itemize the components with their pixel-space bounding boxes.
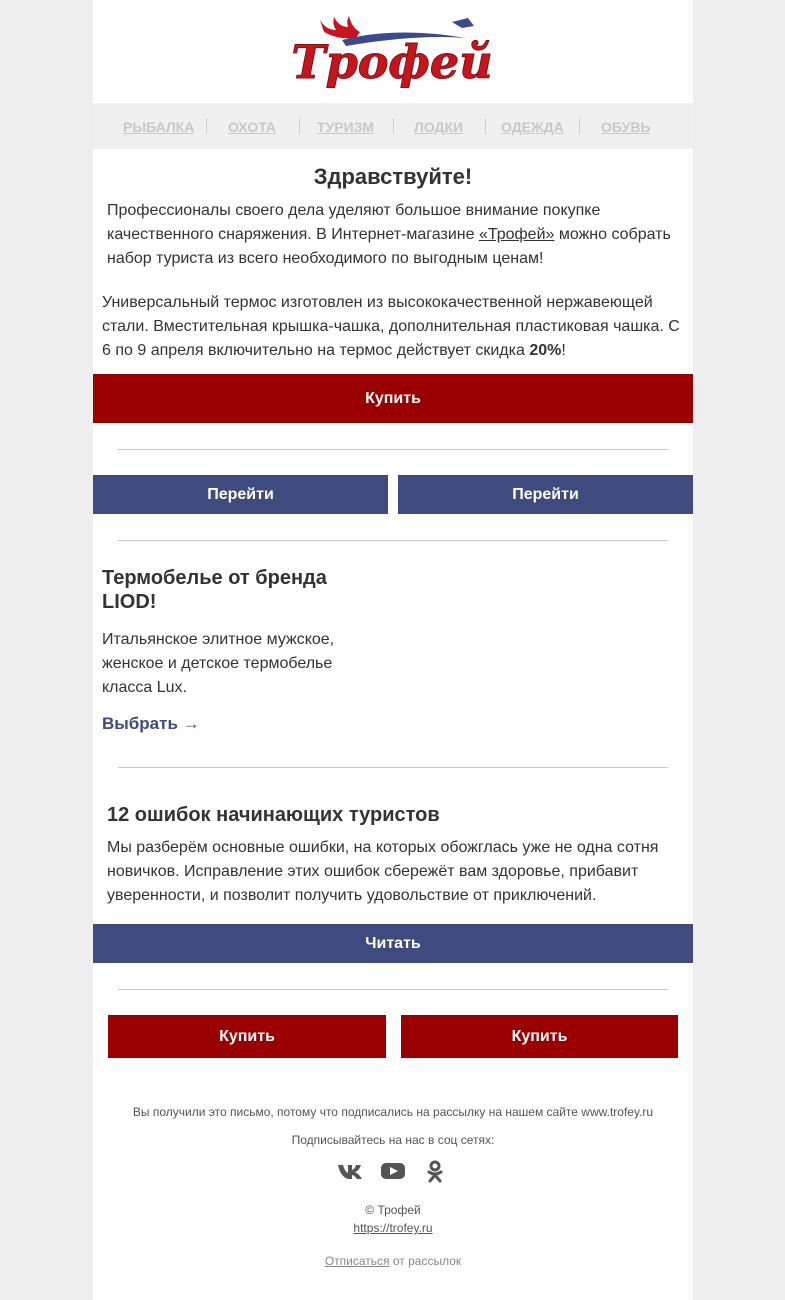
intro-text bbox=[107, 199, 682, 271]
divider bbox=[118, 767, 668, 768]
top-nav bbox=[93, 103, 693, 149]
article-text: Мы разберём основные ошибки, на которых обожглась уже не одна сотня новичков. Исправление этих ошибок сбережёт вам здоровье, прибавит уверенности, и позволит получить удовольствие от приключений. bbox=[107, 839, 659, 904]
go-button-left[interactable]: Перейти bbox=[93, 475, 388, 514]
liod-choose-link[interactable]: Выбрать → bbox=[102, 714, 200, 733]
nav-item-hunting[interactable]: ОХОТА bbox=[228, 119, 277, 135]
social-prompt: Подписывайтесь на нас в соц сетях: bbox=[291, 1133, 495, 1147]
liod-text: Итальянское элитное мужское, женское и детское термобелье класса Lux. bbox=[102, 631, 335, 696]
nav-divider bbox=[579, 118, 580, 134]
buy-button-right[interactable]: Купить bbox=[401, 1015, 678, 1058]
nav-item-boats[interactable]: ЛОДКИ bbox=[414, 119, 464, 135]
unsubscribe-row bbox=[93, 1254, 693, 1268]
subscription-notice: Вы получили это письмо, потому что подписались на рассылку на нашем сайте www.trofey.ru bbox=[132, 1105, 654, 1119]
unsubscribe-suffix: от рассылок bbox=[389, 1254, 462, 1268]
trofey-logo[interactable] bbox=[291, 14, 493, 90]
nav-divider bbox=[393, 118, 394, 134]
go-button-right[interactable]: Перейти bbox=[398, 475, 693, 514]
article-title: 12 ошибок начинающих туристов bbox=[107, 804, 440, 826]
site-url-row bbox=[93, 1221, 693, 1235]
divider bbox=[118, 989, 668, 990]
site-link[interactable]: https://trofey.ru bbox=[353, 1221, 433, 1235]
intro-text-part: можно собрать набор туриста из всего необходимого по выгодным ценам! bbox=[107, 226, 671, 267]
odnoklassniki-icon[interactable] bbox=[422, 1160, 448, 1182]
nav-item-clothing[interactable]: ОДЕЖДА bbox=[501, 119, 564, 135]
nav-item-shoes[interactable]: ОБУВЬ bbox=[601, 119, 651, 135]
buy-button-left[interactable]: Купить bbox=[108, 1015, 386, 1058]
nav-divider bbox=[485, 118, 486, 134]
thermos-text-end: ! bbox=[561, 342, 566, 359]
divider bbox=[118, 540, 668, 541]
intro-text-part: Профессионалы своего дела уделяют большое внимание покупке качественного снаряжения. В Интернет-магазине bbox=[107, 202, 601, 243]
shop-link[interactable]: «Трофей» bbox=[478, 226, 555, 243]
copyright: © Трофей bbox=[365, 1203, 421, 1217]
greeting-title: Здравствуйте! bbox=[313, 164, 473, 189]
discount-value: 20% bbox=[529, 342, 562, 359]
email-container bbox=[93, 0, 693, 1300]
liod-title: Термобелье от бренда LIOD! bbox=[102, 567, 327, 613]
thermos-description: Универсальный термос изготовлен из высококачественной нержавеющей стали. Вместительная крышка-чашка, дополнительная пластиковая чашка. С 6 по 9 апреля включительно на термос действует скидка bbox=[102, 294, 680, 359]
nav-item-fishing[interactable]: РЫБАЛКА bbox=[123, 119, 195, 135]
nav-divider bbox=[299, 118, 300, 134]
svg-text:Трофей: Трофей bbox=[291, 35, 493, 89]
read-button[interactable]: Читать bbox=[93, 924, 693, 963]
vk-icon[interactable] bbox=[337, 1160, 363, 1182]
divider bbox=[118, 449, 668, 450]
nav-divider bbox=[206, 118, 207, 134]
thermos-buy-button[interactable]: Купить bbox=[93, 374, 693, 423]
youtube-icon[interactable] bbox=[380, 1160, 406, 1182]
thermos-text bbox=[102, 291, 682, 363]
unsubscribe-link[interactable]: Отписаться bbox=[324, 1254, 390, 1268]
nav-item-tourism[interactable]: ТУРИЗМ bbox=[317, 119, 375, 135]
header bbox=[93, 0, 693, 103]
